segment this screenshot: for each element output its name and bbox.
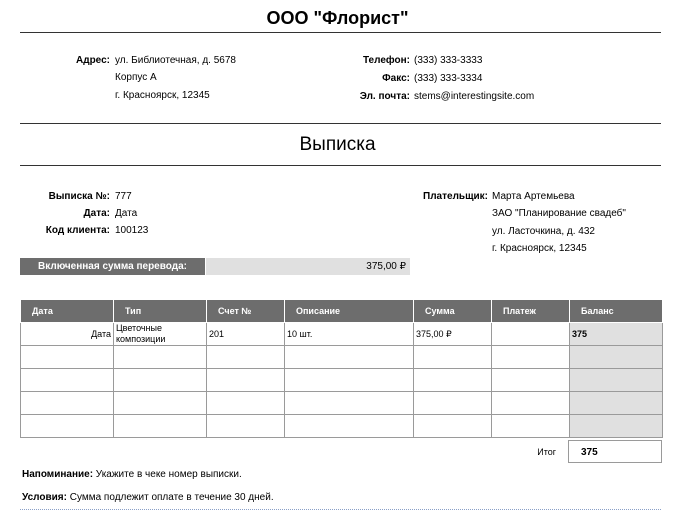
- cell-description[interactable]: [285, 415, 414, 438]
- statement-number-value: 777: [115, 191, 132, 202]
- cell-type[interactable]: [114, 415, 207, 438]
- payer-line-2: ЗАО "Планирование свадеб": [492, 208, 626, 219]
- statement-date-value: Дата: [115, 208, 138, 219]
- cell-amount[interactable]: [414, 346, 492, 369]
- header-payment: Платеж: [492, 300, 570, 323]
- table-row: [21, 369, 663, 392]
- cell-amount[interactable]: [414, 369, 492, 392]
- client-code-label: Код клиента:: [45, 225, 110, 236]
- cell-date[interactable]: [21, 415, 114, 438]
- cell-invoice[interactable]: [207, 369, 285, 392]
- reminder-text: Укажите в чеке номер выписки.: [93, 469, 242, 480]
- terms-note: [22, 492, 274, 503]
- transfer-amount-value: 375,00 ₽: [206, 258, 410, 275]
- statement-number-label: Выписка №:: [48, 191, 110, 202]
- cell-type[interactable]: [114, 346, 207, 369]
- cell-amount[interactable]: [414, 415, 492, 438]
- reminder-note: [22, 469, 242, 480]
- cell-invoice[interactable]: [207, 346, 285, 369]
- total-label: Итог: [537, 447, 556, 457]
- table-header-row: [21, 300, 663, 323]
- cell-type[interactable]: Цветочные композиции: [114, 323, 207, 346]
- cell-invoice[interactable]: [207, 415, 285, 438]
- address-line-3: г. Красноярск, 12345: [115, 90, 210, 101]
- cell-balance[interactable]: [570, 415, 663, 438]
- payer-line-4: г. Красноярск, 12345: [492, 243, 587, 254]
- header-balance: Баланс: [570, 300, 663, 323]
- cell-amount[interactable]: [414, 392, 492, 415]
- cell-type[interactable]: [114, 369, 207, 392]
- address-line-2: Корпус A: [115, 72, 157, 83]
- cell-payment[interactable]: [492, 346, 570, 369]
- table-row: [21, 346, 663, 369]
- payer-line-1: Марта Артемьева: [492, 191, 575, 202]
- footer-divider: [20, 509, 661, 510]
- statement-table: [20, 299, 663, 438]
- payer-label: Плательщик:: [423, 191, 488, 202]
- cell-payment[interactable]: [492, 369, 570, 392]
- cell-description[interactable]: [285, 392, 414, 415]
- cell-amount[interactable]: 375,00 ₽: [414, 323, 492, 346]
- cell-balance[interactable]: 375: [570, 323, 663, 346]
- phone-value: (333) 333-3333: [414, 55, 483, 66]
- cell-balance[interactable]: [570, 392, 663, 415]
- cell-payment[interactable]: [492, 392, 570, 415]
- cell-invoice[interactable]: 201: [207, 323, 285, 346]
- address-label: Адрес:: [76, 55, 110, 66]
- header-description: Описание: [285, 300, 414, 323]
- header-invoice: Счет №: [207, 300, 285, 323]
- cell-description[interactable]: 10 шт.: [285, 323, 414, 346]
- terms-label: Условия:: [22, 492, 67, 503]
- cell-balance[interactable]: [570, 346, 663, 369]
- reminder-label: Напоминание:: [22, 469, 94, 480]
- email-value[interactable]: stems@interestingsite.com: [414, 91, 535, 102]
- cell-description[interactable]: [285, 369, 414, 392]
- cell-payment[interactable]: [492, 415, 570, 438]
- cell-payment[interactable]: [492, 323, 570, 346]
- cell-balance[interactable]: [570, 369, 663, 392]
- header-divider: [20, 32, 661, 33]
- table-row: [21, 392, 663, 415]
- email-label: Эл. почта:: [359, 91, 410, 102]
- company-name: ООО "Флорист": [266, 8, 409, 28]
- title-divider-top: [20, 123, 661, 124]
- address-line-1: ул. Библиотечная, д. 5678: [115, 55, 236, 66]
- cell-invoice[interactable]: [207, 392, 285, 415]
- cell-date[interactable]: [21, 346, 114, 369]
- header-type: Тип: [114, 300, 207, 323]
- title-divider-bottom: [20, 165, 661, 166]
- terms-text: Сумма подлежит оплате в течение 30 дней.: [66, 492, 274, 503]
- cell-date[interactable]: [21, 392, 114, 415]
- header-amount: Сумма: [414, 300, 492, 323]
- fax-value: (333) 333-3334: [414, 73, 483, 84]
- payer-line-3: ул. Ласточкина, д. 432: [492, 226, 595, 237]
- header-date: Дата: [21, 300, 114, 323]
- cell-date[interactable]: [21, 369, 114, 392]
- statement-date-label: Дата:: [83, 208, 110, 219]
- cell-date[interactable]: Дата: [21, 323, 114, 346]
- fax-label: Факс:: [382, 73, 410, 84]
- total-value[interactable]: 375: [568, 440, 662, 463]
- transfer-amount-label: Включенная сумма перевода:: [20, 258, 205, 275]
- table-row: [21, 323, 663, 346]
- cell-description[interactable]: [285, 346, 414, 369]
- phone-label: Телефон:: [362, 55, 410, 66]
- table-row: [21, 415, 663, 438]
- cell-type[interactable]: [114, 392, 207, 415]
- client-code-value: 100123: [115, 225, 149, 236]
- document-title: Выписка: [299, 134, 376, 155]
